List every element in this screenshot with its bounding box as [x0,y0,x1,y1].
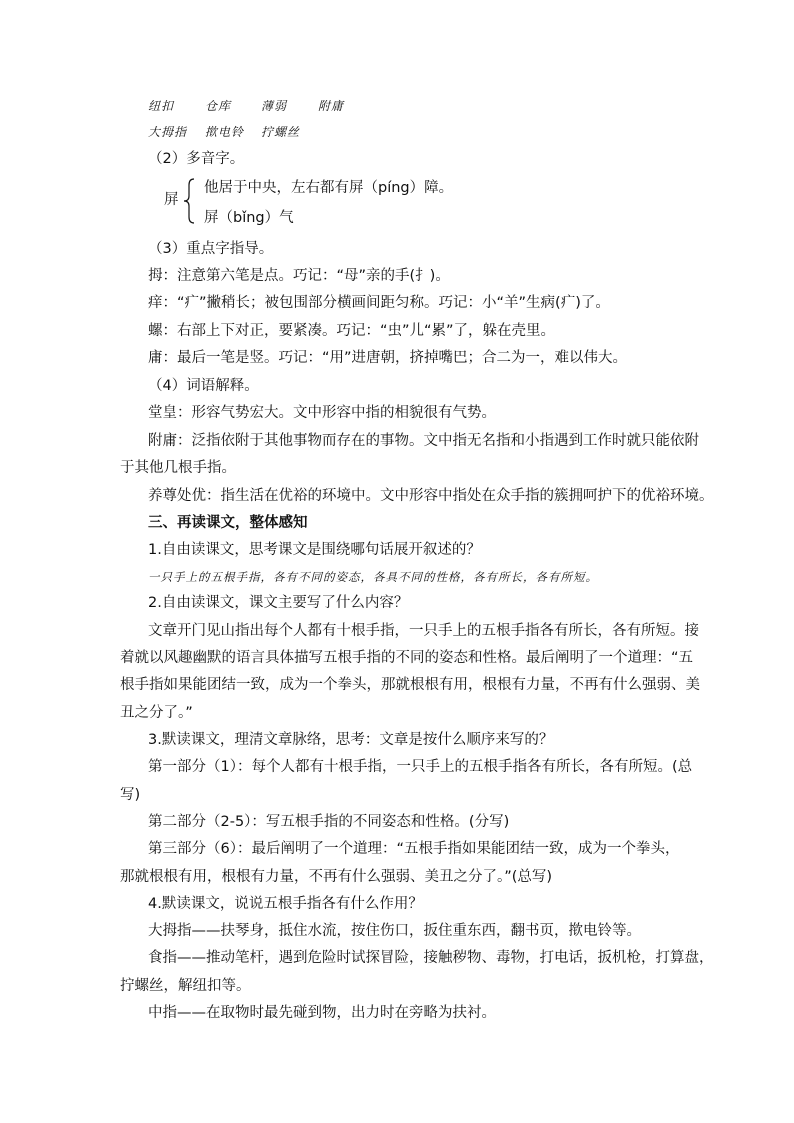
polyphone-line-1: 他居于中央，左右都有屏（píng）障。 [204,180,454,196]
finger-middle: 中指——在取物时最先碰到物，出力时在旁略为扶衬。 [148,1005,496,1021]
vocab-word: 纽扣 [148,99,175,113]
part-3-line-1: 第三部分（6）：最后阐明了一个道理：“五根手指如果能团结一致，成为一个拳头， [148,841,680,857]
key-char-luo: 螺：右部上下对正，要紧凑。巧记：“虫”儿“累”了，躲在壳里。 [148,323,556,339]
vocab-word: 拧螺丝 [261,125,301,139]
answer-2-line-4: 丑之分了。” [120,705,193,721]
key-char-yang: 痒：“疒”撇稍长；被包围部分横画间距匀称。巧记：小“羊”生病(疒)了。 [148,295,610,311]
word-explain-heading: （4）词语解释。 [148,378,259,394]
word-fuyong-line-1: 附庸：泛指依附于其他事物而存在的事物。文中指无名指和小指遇到工作时就只能依附 [148,433,699,449]
word-fuyong-line-2: 于其他几根手指。 [120,460,236,476]
curly-brace-icon [183,178,195,224]
polyphone-char: 屏 [164,192,179,208]
question-3: 3.默读课文，理清文章脉络，思考：文章是按什么顺序来写的？ [148,732,554,748]
question-4: 4.默读课文，说说五根手指各有什么作用？ [148,896,423,912]
question-2: 2.自由读课文，课文主要写了什么内容？ [148,595,409,611]
vocab-row-1 [148,96,345,116]
part-1-line-1: 第一部分（1）：每个人都有十根手指，一只手上的五根手指各有所长，各有所短。(总 [148,759,693,775]
vocab-word: 附庸 [318,99,345,113]
vocab-row-2 [148,122,301,142]
answer-2-line-2: 着就以风趣幽默的语言具体描写五根手指的不同的姿态和性格。最后阐明了一个道理：“五 [120,650,694,666]
finger-index-line-1: 食指——推动笔杆，遇到危险时试探冒险，接触秽物、毒物，打电话，扳机枪，打算盘， [148,950,714,966]
vocab-word: 薄弱 [261,99,288,113]
part-1-line-2: 写) [120,787,141,803]
answer-1: 一只手上的五根手指，各有不同的姿态，各具不同的性格，各有所长，各有所短。 [148,570,598,584]
part-2: 第二部分（2-5）：写五根手指的不同姿态和性格。(分写) [148,814,510,830]
vocab-word: 揿电铃 [205,125,245,139]
section-3-title: 三、再读课文，整体感知 [148,515,308,531]
part-3-line-2: 那就根根有用，根根有力量，不再有什么强弱、美丑之分了。”(总写) [120,869,553,885]
vocab-word: 仓库 [205,99,232,113]
finger-index-line-2: 拧螺丝，解纽扣等。 [120,978,251,994]
word-tanghuang: 堂皇：形容气势宏大。文中形容中指的相貌很有气势。 [148,405,496,421]
key-char-mu: 拇：注意第六笔是点。巧记：“母”亲的手(扌)。 [148,268,450,284]
vocab-word: 大拇指 [148,125,188,139]
finger-thumb: 大拇指——扶琴身，抵住水流，按住伤口，扳住重东西，翻书页，揿电铃等。 [148,923,641,939]
key-char-heading: （3）重点字指导。 [148,241,274,257]
answer-2-line-1: 文章开门见山指出每个人都有十根手指，一只手上的五根手指各有所长，各有所短。接 [148,623,699,639]
polyphone-line-2: 屏（bǐng）气 [204,210,294,226]
question-1: 1.自由读课文，思考课文是围绕哪句话展开叙述的？ [148,542,481,558]
word-yangzun: 养尊处优：指生活在优裕的环境中。文中形容中指处在众手指的簇拥呵护下的优裕环境。 [148,488,714,504]
answer-2-line-3: 根手指如果能团结一致，成为一个拳头，那就根根有用，根根有力量，不再有什么强弱、美 [120,677,700,693]
polyphone-heading: （2）多音字。 [148,151,245,167]
key-char-yong: 庸：最后一笔是竖。巧记：“用”进唐朝，挤掉嘴巴；合二为一，难以伟大。 [148,350,628,366]
